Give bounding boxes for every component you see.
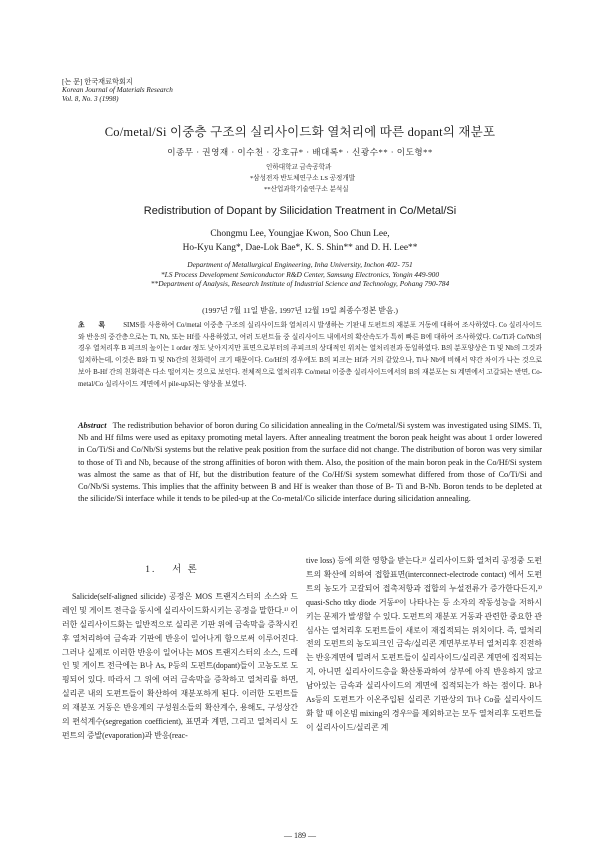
section-number: 1. <box>145 565 157 575</box>
abstract-korean <box>78 320 542 390</box>
page-number: — 189 — <box>284 831 316 840</box>
affiliation-ko-1: 인하대학교 금속공학과 <box>266 164 332 171</box>
affiliation-ko-2: *삼성전자 반도체연구소 LS 공정개발 <box>250 175 356 183</box>
journal-name: Korean Journal of Materials Research <box>62 86 173 95</box>
body-column-right <box>306 554 542 735</box>
authors-en-line-2: Ho-Kyu Kang*, Dae-Lok Bae*, K. S. Shin** and D. H. Lee** <box>182 243 418 253</box>
received-dates: (1997년 7월 11일 받음, 1997년 12월 19일 최종수정본 받음.) <box>202 306 398 315</box>
section-title: 서 론 <box>172 565 199 575</box>
affiliations-korean <box>250 162 355 196</box>
abstract-english <box>78 420 542 505</box>
authors-english <box>0 227 600 255</box>
abstract-en-label: Abstract <box>78 421 107 430</box>
abstract-ko-text: SIMS를 사용하여 Co/metal 이중층 구조의 실리사이드화 열처리시 발생하는 기판내 도펀트의 재분포 거동에 대하여 조사하였다. Co 실리사이드와 반응의 중간층으로는 Ti, Nb, 또는 Hf를 사용하였고, 여러 도펀트들 중 실리사이드 내에서의 확산속도가 특히 빠른 B에 대하여 조사하였다. Co/Ti과 Co/Nb의 경우 열처리후 B 피크의 높이는 1 order 정도 낮아지지만 표면으로부터의 주피크의 상대적인 위치는 열처리전과 동일하였다. B의 분포양상은 Ti 및 Nb의 그것과 일치하는데, 이것은 B와 Ti 및 Nb간의 친화력이 크기 때문이다. Co/Hf의 경우에도 B의 피크는 Hf과 거의 같았으나, Ti나 Nb에 비해서 약간 차이가 나는 것으로 보아 B-Hf 간의 친화력은 다소 떨어지는 것으로 보인다. 전체적으로 열처리후 Co/metal 이중층 실리사이드에서의 B의 재분포는 Si 계면에서 고갈되는 반면, Co-metal/Co 실리사이드 계면에서 pile-up되는 양상을 보였다. <box>78 322 542 388</box>
authors-korean: 이종무 · 권영재 · 이수천 · 강호규* · 배대록* · 신광수** · 이도형** <box>167 147 433 157</box>
affiliation-en-2: *LS Process Development Semiconductor R&D Center, Samsung Electronics, Yongin 449-900 <box>160 269 440 279</box>
body-paragraph-right: tive loss) 등에 의한 영향을 받는다.²⁾ 실리사이드화 열처리 공정중 도펀트의 확산에 의하여 접합표면(interconnect-electrode contact) 에서 도펀트의 농도가 고갈되어 접촉저항과 접합의 누설전류가 증가한다든지,³⁾ quasi-Scho ttky diode 거동⁴⁾이 나타나는 등 소자의 작동성능을 저하시키는 문제가 발생할 수 있다. 도펀트의 재분포 거동과 관련한 중요한 관심사는 열처리후 도펀트들이 새로이 재집적되는 위치이다. 즉, 열처리전의 도펀트의 농도피크인 금속/실리콘 계면부로부터 열처리후 진전하는 반응계면에 밀려서 도펀트들이 실리사이드/실리콘 계면에 집적되는지, 아니면 실리사이드층을 확산통과하여 상부에 아직 반응하지 않고 남아있는 금속과 실리사이드의 계면에 집적되는가 하는 점이다. B나 As등의 도펀트가 이온주입된 실리콘 기판상의 Ti나 Co를 실리사이드화 할 때 이온빔 mixing의 경우⁵⁾를 제외하고는 모두 열처리후 도펀트들이 실리사이드/실리콘 계 <box>306 556 542 732</box>
abstract-en-text: The redistribution behavior of boron during Co silicidation annealing in the Co/metal/Si system was investigated using SIMS. Ti, Nb and Hf films were used as epitaxy promoting metal layers. After annealing treatment the boron peak height was about 1 order lowered in Co/Ti/Si and Co/Nb/Si systems but the relative peak position from the surface did not change. The distribution of boron was very similar to those of Ti and Nb, because of the strong affinities of boron with them. Also, the position of the main boron peak in the Co/Hf/Si system was almost the same as that of Hf, but the distribution feature of the Co/Hf/Si system somewhat differed from those of Co/Ti/Si and Co/Nb/Si systems. This implies that the affinity between B and Hf is weaker than those of B- Ti and B-Nb. Boron tends to be depleted at the silicide/Si interface while it tends to be piled-up at the Co-metal/Co silicide interface during silicidation annealing. <box>78 421 542 504</box>
abstract-ko-label: 초 록 <box>78 322 112 329</box>
affiliation-en-3: **Department of Analysis, Research Institute of Industrial Science and Technology, Pohang 790-784 <box>150 279 450 288</box>
body-paragraph-left: Salicide(self-aligned silicide) 공정은 MOS 트랜지스터의 소스와 드레인 및 게이트 전극을 동시에 실리사이드화시키는 공정을 말한다.¹⁾ 이러한 실리사이드화는 일반적으로 실리콘 기판 위에 금속막을 증착시킨 후 열처리하여 금속과 기판에 반응이 일어나게 함으로써 이루어진다. 그러나 실제로 이러한 반응이 일어나는 MOS 트랜지스터의 소스, 드레인 및 게이트 전극에는 B나 As, P등의 도펀트(dopant)들이 고농도로 도핑되어 있다. 따라서 그 위에 여러 금속막을 증착하고 열처리를 하면, 실리콘 내의 도펀트들이 확산하여 재분포하게 된다. 이러한 도펀트들의 재분포 거동은 반응계의 구성원소들의 확산계수, 용해도, 구성상간의 편석계수(segregation coefficient), 표면과 계면, 그리고 열처리시 도펀트의 증발(evaporation)과 반응(reac- <box>62 591 298 740</box>
section-heading <box>62 564 298 578</box>
paper-title-korean: Co/metal/Si 이중층 구조의 실리사이드화 열처리에 따른 dopant의 재분포 <box>104 125 496 139</box>
journal-label: [논 문] 한국재료학회지 <box>62 78 133 86</box>
affiliation-en-1: Department of Metallurgical Engineering, Inha University, Inchon 402- 751 <box>187 260 413 269</box>
body-column-left <box>62 548 298 743</box>
authors-en-line-1: Chongmu Lee, Youngjae Kwon, Soo Chun Lee, <box>210 229 390 239</box>
affiliations-english <box>0 260 600 289</box>
journal-volume: Vol. 8, No. 3 (1998) <box>62 94 119 103</box>
paper-title-english: Redistribution of Dopant by Silicidation Treatment in Co/Metal/Si <box>143 205 457 217</box>
affiliation-ko-3: **산업과학기술연구소 분석실 <box>264 186 349 194</box>
journal-header <box>62 78 173 103</box>
